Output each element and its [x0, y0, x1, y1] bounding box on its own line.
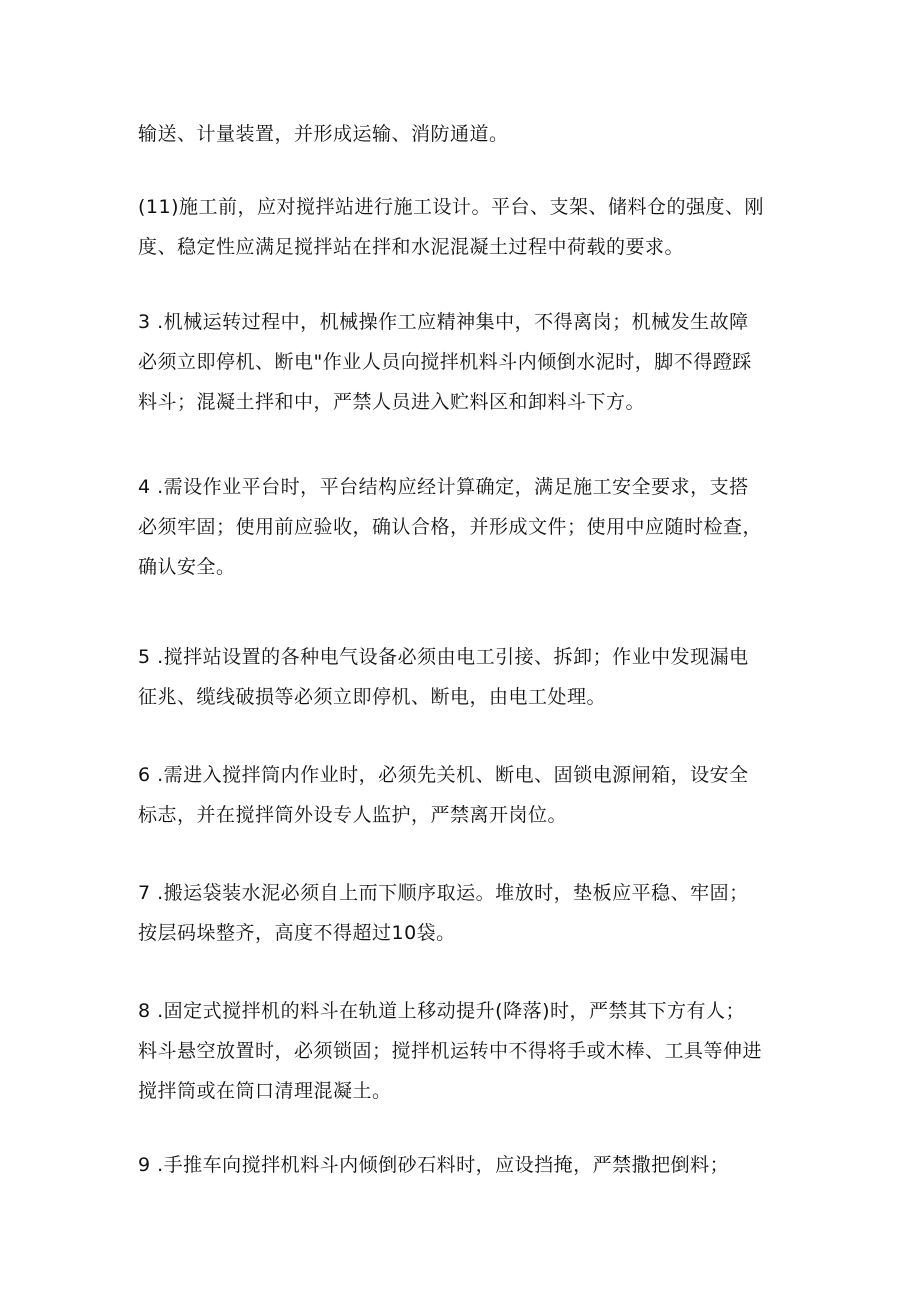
paragraph-transport-channels: [138, 114, 798, 154]
text-line: 度、稳定性应满足搅拌站在拌和水泥混凝土过程中荷载的要求。: [138, 236, 685, 258]
paragraph-item-8: [138, 991, 798, 1111]
paragraph-item-3: [138, 302, 798, 422]
text-line: 确认安全。: [138, 556, 236, 578]
text-line: 6 .需进入搅拌筒内作业时，必须先关机、断电、固锁电源闸箱，设安全: [138, 764, 749, 786]
paragraph-item-7: [138, 873, 798, 953]
text-line: 料斗；混凝土拌和中，严禁人员进入贮料区和卸料斗下方。: [138, 391, 646, 413]
paragraph-item-4: [138, 467, 798, 587]
paragraph-item-11: [138, 187, 798, 267]
text-line: 按层码垛整齐，高度不得超过10袋。: [138, 922, 456, 944]
text-line: (11)施工前，应对搅拌站进行施工设计。平台、支架、储料仓的强度、刚: [138, 196, 765, 218]
text-line: 5 .搅拌站设置的各种电气设备必须由电工引接、拆卸；作业中发现漏电: [138, 646, 749, 668]
text-line: 必须牢固；使用前应验收，确认合格，并形成文件；使用中应随时检查，: [138, 516, 763, 538]
text-line: 料斗悬空放置时，必须锁固；搅拌机运转中不得将手或木棒、工具等伸进: [138, 1040, 763, 1062]
text-line: 9 .手推车向搅拌机料斗内倾倒砂石料时，应设挡掩，严禁撒把倒料；: [138, 1154, 730, 1176]
paragraph-item-5: [138, 637, 798, 717]
text-line: 输送、计量装置，并形成运输、消防通道。: [138, 123, 509, 145]
text-line: 征兆、缆线破损等必须立即停机、断电，由电工处理。: [138, 686, 607, 708]
paragraph-item-9: [138, 1145, 798, 1185]
text-line: 8 .固定式搅拌机的料斗在轨道上移动提升(降落)时，严禁其下方有人；: [138, 1000, 745, 1022]
text-line: 必须立即停机、断电"作业人员向搅拌机料斗内倾倒水泥时，脚不得蹬踩: [138, 351, 752, 373]
text-line: 7 .搬运袋装水泥必须自上而下顺序取运。堆放时，垫板应平稳、牢固；: [138, 882, 749, 904]
text-line: 4 .需设作业平台时，平台结构应经计算确定，满足施工安全要求，支搭: [138, 476, 749, 498]
text-line: 搅拌筒或在筒口清理混凝土。: [138, 1080, 392, 1102]
paragraph-item-6: [138, 755, 798, 835]
text-line: 3 .机械运转过程中，机械操作工应精神集中，不得离岗；机械发生故障: [138, 311, 749, 333]
text-line: 标志，并在搅拌筒外设专人监护，严禁离开岗位。: [138, 804, 568, 826]
